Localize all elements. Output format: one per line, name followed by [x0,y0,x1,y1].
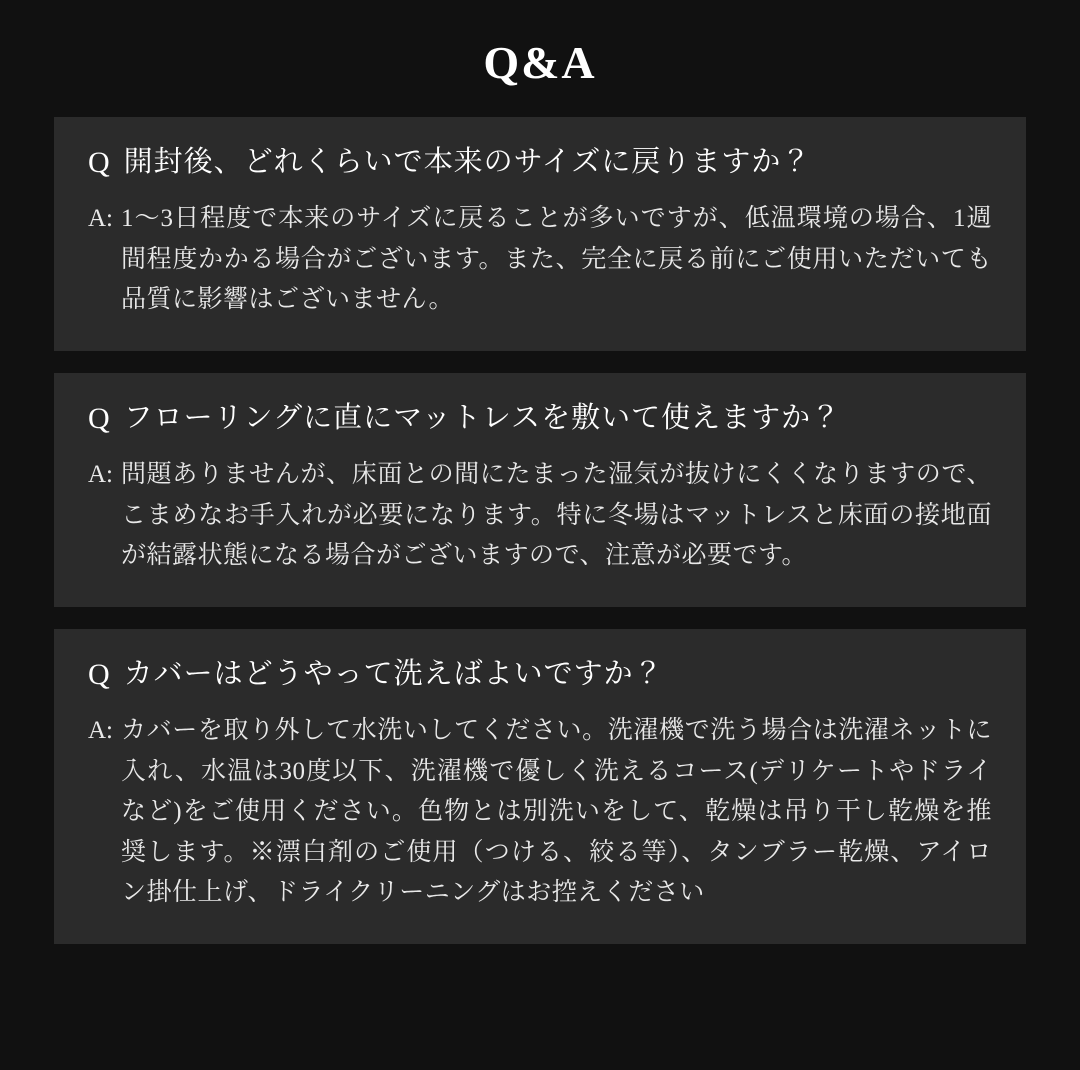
question-row [88,143,992,184]
answer-marker: A: [88,717,113,745]
question-text: フローリングに直にマットレスを敷いて使えますか？ [123,401,842,434]
question-row [88,399,992,440]
question-row [88,655,992,696]
answer-row [88,711,992,914]
answer-text: カバーを取り外して水洗いしてください。洗濯機で洗う場合は洗濯ネットに入れ、水温は30度以下、洗濯機で優しく洗えるコース(デリケートやドライなど)をご使用ください。色物とは別洗いをして、乾燥は吊り干し乾燥を推奨します。※漂白剤のご使用（つける、絞る等）、タンブラー乾燥、アイロン掛仕上げ、ドライクリーニングはお控えください [121,717,992,907]
answer-row [88,199,992,321]
question-marker: Q [88,145,110,179]
answer-row [88,455,992,577]
question-text: 開封後、どれくらいで本来のサイズに戻りますか？ [123,145,812,178]
question-marker: Q [88,401,110,435]
page-title: Q&A [483,37,597,88]
qa-list [54,117,1026,944]
qa-card [54,629,1026,944]
answer-text: 1〜3日程度で本来のサイズに戻ることが多いですが、低温環境の場合、1週間程度かかる場合がございます。また、完全に戻る前にご使用いただいても品質に影響はございません。 [121,205,992,314]
answer-text: 問題ありませんが、床面との間にたまった湿気が抜けにくくなりますので、こまめなお手入れが必要になります。特に冬場はマットレスと床面の接地面が結露状態になる場合がございますので、注意が必要です。 [121,461,992,570]
qa-card [54,373,1026,607]
answer-marker: A: [88,461,113,489]
qa-card [54,117,1026,351]
question-marker: Q [88,657,110,691]
question-text: カバーはどうやって洗えばよいですか？ [123,657,664,690]
answer-marker: A: [88,205,113,233]
